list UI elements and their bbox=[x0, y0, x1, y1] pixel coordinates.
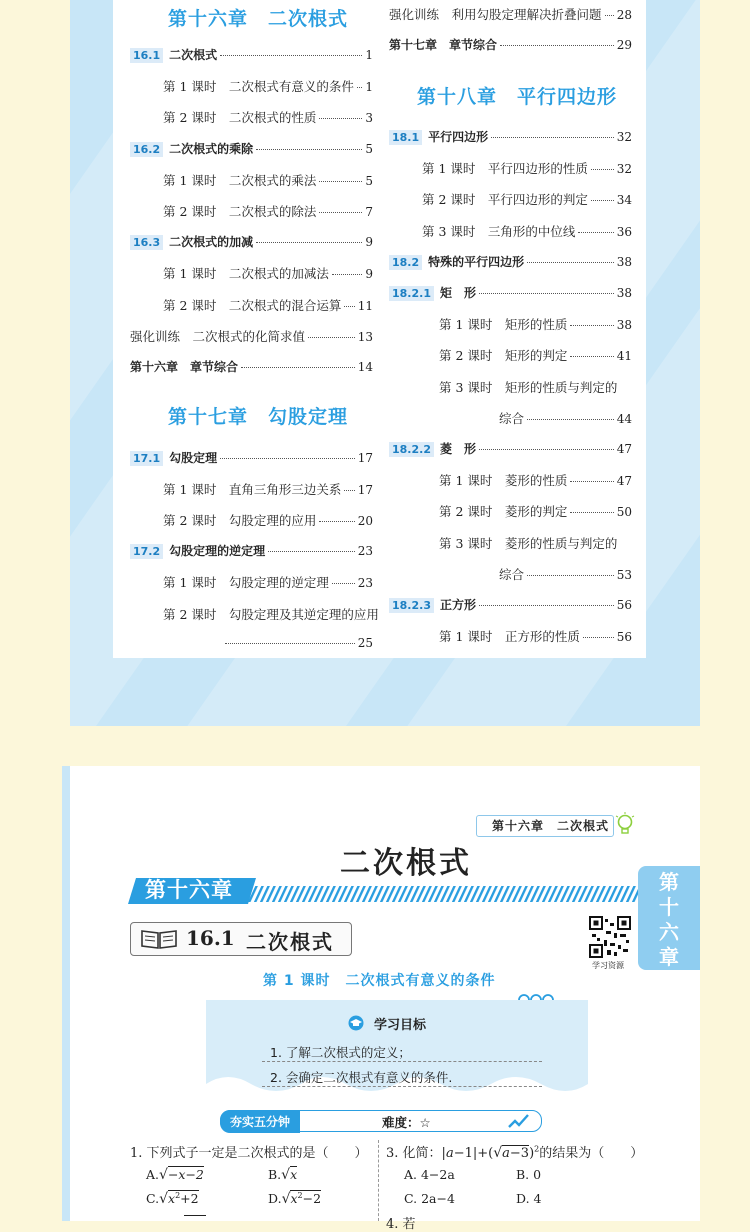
toc-row[interactable] bbox=[222, 636, 373, 654]
toc-label: 特殊的平行四边形 bbox=[428, 254, 525, 269]
chapter-18-title: 第十八章 平行四边形 bbox=[417, 86, 618, 108]
toc-row[interactable] bbox=[439, 315, 632, 333]
toc-page-number: 7 bbox=[365, 205, 373, 219]
toc-page-number: 1 bbox=[365, 48, 373, 62]
q3-option-b: B. 0 bbox=[516, 1167, 542, 1182]
toc-label: 第 1 课时 菱形的性质 bbox=[439, 473, 568, 489]
section-number-badge: 17.2 bbox=[130, 544, 163, 559]
toc-row[interactable] bbox=[439, 346, 632, 364]
toc-label: 第十七章 章节综合 bbox=[389, 38, 498, 52]
q1-option-d: $D.√x^2-2$ bbox=[268, 1191, 322, 1208]
toc-leader-dots bbox=[527, 575, 614, 576]
toc-row[interactable] bbox=[163, 605, 379, 623]
toc-row[interactable] bbox=[163, 296, 373, 314]
toc-row[interactable] bbox=[422, 159, 632, 177]
side-tab-char: 十 bbox=[659, 895, 679, 919]
toc-label: 综合 bbox=[499, 566, 525, 582]
toc-page-number: 14 bbox=[357, 360, 373, 374]
goal-divider bbox=[262, 1061, 542, 1062]
toc-label: 第 1 课时 直角三角形三边关系 bbox=[163, 481, 342, 497]
q1-option-c: $C.√x^2+2$ bbox=[146, 1191, 199, 1208]
toc-leader-dots bbox=[479, 605, 614, 606]
toc-page-number: 56 bbox=[616, 598, 632, 612]
section-number-badge: 18.2.1 bbox=[389, 286, 434, 301]
toc-page-number: 25 bbox=[357, 635, 373, 650]
toc-page-number: 23 bbox=[357, 544, 373, 559]
q1-option-a: A.√−x−2 bbox=[146, 1167, 204, 1183]
toc-leader-dots bbox=[241, 367, 355, 368]
toc-label: 第 2 课时 二次根式的混合运算 bbox=[163, 297, 342, 313]
toc-leader-dots bbox=[500, 45, 614, 46]
toc-label: 第 3 课时 三角形的中位线 bbox=[422, 223, 576, 239]
q1-option-b: B.√x bbox=[268, 1167, 298, 1183]
toc-leader-dots bbox=[527, 262, 614, 263]
toc-leader-dots bbox=[256, 149, 362, 150]
section-number-badge: 17.1 bbox=[130, 451, 163, 466]
toc-page-number: 41 bbox=[616, 349, 632, 364]
toc-label: 第十六章 章节综合 bbox=[130, 360, 239, 374]
toc-page-number: 38 bbox=[616, 318, 632, 333]
toc-label: 二次根式的乘除 bbox=[169, 141, 254, 156]
toc-page-number: 1 bbox=[365, 80, 373, 95]
toc-leader-dots bbox=[344, 306, 354, 307]
toc-page-number: 28 bbox=[616, 8, 632, 22]
toc-leader-dots bbox=[220, 458, 355, 459]
goal-item: 1. 了解二次根式的定义； bbox=[270, 1045, 411, 1060]
trend-line-icon bbox=[508, 1112, 530, 1130]
side-tab-char: 第 bbox=[659, 870, 679, 894]
toc-row[interactable] bbox=[389, 253, 632, 271]
q3-option-a: A. 4−2a bbox=[404, 1167, 455, 1182]
toc-row[interactable] bbox=[439, 471, 632, 489]
section-number-badge: 18.2.3 bbox=[389, 598, 434, 613]
qr-code-icon[interactable] bbox=[589, 916, 631, 958]
toc-leader-dots bbox=[319, 521, 354, 522]
toc-row[interactable] bbox=[163, 573, 373, 591]
toc-row[interactable] bbox=[163, 511, 373, 529]
toc-label: 平行四边形 bbox=[428, 130, 489, 144]
toc-page-number: 47 bbox=[616, 474, 632, 489]
toc-label: 第 2 课时 矩形的判定 bbox=[439, 348, 568, 364]
toc-leader-dots bbox=[570, 512, 613, 513]
toc-row[interactable] bbox=[439, 534, 632, 552]
toc-label: 矩 形 bbox=[439, 286, 476, 300]
toc-leader-dots bbox=[319, 181, 362, 182]
toc-row[interactable] bbox=[422, 190, 632, 208]
section-number-badge: 18.2 bbox=[389, 255, 422, 270]
graduation-cap-icon bbox=[346, 1015, 366, 1031]
toc-label: 第 3 课时 菱形的性质与判定的 bbox=[439, 535, 618, 551]
section-number-badge: 16.1 bbox=[130, 48, 163, 63]
toc-page-number: 32 bbox=[616, 130, 632, 144]
toc-page-number: 9 bbox=[365, 267, 373, 282]
toc-page-number: 34 bbox=[616, 193, 632, 208]
toc-leader-dots bbox=[319, 212, 362, 213]
toc-page-number: 20 bbox=[357, 513, 373, 528]
toc-label: 强化训练 二次根式的化简求值 bbox=[130, 328, 306, 344]
toc-leader-dots bbox=[491, 137, 614, 138]
toc-row[interactable] bbox=[163, 77, 373, 95]
toc-label: 勾股定理 bbox=[169, 450, 218, 465]
toc-leader-dots bbox=[344, 490, 354, 491]
toc-leader-dots bbox=[332, 583, 355, 584]
toc-leader-dots bbox=[319, 118, 362, 119]
toc-page-number: 29 bbox=[616, 38, 632, 52]
toc-leader-dots bbox=[479, 293, 614, 294]
toc-label: 第 1 课时 矩形的性质 bbox=[439, 317, 568, 333]
toc-label: 第 1 课时 二次根式有意义的条件 bbox=[163, 79, 354, 95]
toc-label: 第 1 课时 二次根式的乘法 bbox=[163, 172, 317, 188]
toc-row[interactable] bbox=[163, 480, 373, 498]
section-number: 16.1 bbox=[186, 926, 235, 950]
toc-label: 勾股定理的逆定理 bbox=[169, 544, 266, 559]
chapter-side-tab bbox=[638, 866, 700, 970]
toc-page-number: 5 bbox=[365, 141, 373, 156]
toc-row[interactable] bbox=[130, 358, 373, 376]
toc-row[interactable] bbox=[389, 596, 632, 614]
lightbulb-icon bbox=[614, 812, 636, 836]
toc-row[interactable] bbox=[130, 542, 373, 560]
toc-row[interactable] bbox=[499, 565, 632, 583]
toc-leader-dots bbox=[570, 356, 613, 357]
toc-leader-dots bbox=[225, 643, 355, 644]
q2-radical-fragment bbox=[184, 1215, 206, 1224]
toc-row[interactable] bbox=[163, 108, 373, 126]
toc-row[interactable] bbox=[130, 46, 373, 64]
toc-label: 正方形 bbox=[439, 598, 476, 612]
toc-label: 第 1 课时 平行四边形的性质 bbox=[422, 161, 588, 177]
chapter-banner: 第十六章 bbox=[145, 877, 233, 902]
question-3: 3. 化简：$|a-1|+(√a-3)^2$的结果为（ ） bbox=[386, 1144, 644, 1161]
toc-page-number: 32 bbox=[616, 162, 632, 177]
practice-label: 夯实五分钟 bbox=[230, 1115, 291, 1129]
side-tab-char: 六 bbox=[659, 920, 679, 944]
toc-label: 第 1 课时 正方形的性质 bbox=[439, 629, 580, 645]
toc-leader-dots bbox=[527, 419, 614, 420]
toc-page-number: 13 bbox=[357, 329, 373, 344]
side-tab-char: 章 bbox=[659, 945, 679, 969]
difficulty: 难度：☆ bbox=[382, 1115, 431, 1130]
toc-leader-dots bbox=[479, 449, 614, 450]
toc-page-number: 17 bbox=[357, 482, 373, 497]
toc-leader-dots bbox=[332, 274, 362, 275]
toc-page-number: 47 bbox=[616, 442, 632, 456]
toc-leader-dots bbox=[256, 242, 362, 243]
toc-page-number: 44 bbox=[616, 411, 632, 426]
qr-caption: 学习资源 bbox=[592, 961, 624, 970]
toc-row[interactable] bbox=[389, 36, 632, 54]
toc-label: 第 2 课时 勾股定理及其逆定理的应用 bbox=[163, 606, 379, 622]
toc-row[interactable] bbox=[130, 140, 373, 158]
chapter-16-title: 第十六章 二次根式 bbox=[168, 8, 349, 30]
toc-row[interactable] bbox=[130, 233, 373, 251]
toc-label: 第 1 课时 二次根式的加减法 bbox=[163, 266, 329, 282]
toc-page-number: 38 bbox=[616, 254, 632, 269]
toc-leader-dots bbox=[583, 637, 614, 638]
section-number-badge: 16.3 bbox=[130, 235, 163, 250]
toc-row[interactable] bbox=[439, 627, 632, 645]
toc-row[interactable] bbox=[389, 284, 632, 302]
toc-leader-dots bbox=[570, 481, 613, 482]
toc-label: 强化训练 利用勾股定理解决折叠问题 bbox=[389, 7, 602, 22]
toc-page-number: 11 bbox=[357, 298, 373, 313]
lesson-title: 第 1 课时 二次根式有意义的条件 bbox=[263, 973, 496, 989]
toc-page-number: 9 bbox=[365, 235, 373, 250]
toc-row[interactable] bbox=[422, 222, 632, 240]
toc-page-number: 38 bbox=[616, 286, 632, 300]
toc-page-number: 3 bbox=[365, 111, 373, 126]
toc-page-number: 50 bbox=[616, 505, 632, 520]
toc-page-number: 53 bbox=[616, 567, 632, 582]
toc-row[interactable] bbox=[163, 171, 373, 189]
q3-option-c: C. 2a−4 bbox=[404, 1191, 455, 1206]
section-number-badge: 18.2.2 bbox=[389, 442, 434, 457]
toc-leader-dots bbox=[570, 325, 613, 326]
toc-label: 综合 bbox=[499, 410, 525, 426]
toc-row[interactable] bbox=[163, 202, 373, 220]
toc-label: 第 2 课时 勾股定理的应用 bbox=[163, 512, 317, 528]
toc-page-number: 5 bbox=[365, 173, 373, 188]
toc-label: 第 2 课时 菱形的判定 bbox=[439, 504, 568, 520]
toc-leader-dots bbox=[268, 551, 355, 552]
section-number-badge: 16.2 bbox=[130, 142, 163, 157]
toc-label: 第 2 课时 二次根式的除法 bbox=[163, 204, 317, 219]
toc-label: 二次根式的加减 bbox=[169, 235, 254, 250]
toc-leader-dots bbox=[591, 169, 614, 170]
page-title: 二次根式 bbox=[340, 846, 472, 881]
section-number-badge: 18.1 bbox=[389, 130, 422, 145]
chapter-17-title: 第十七章 勾股定理 bbox=[168, 406, 349, 428]
running-head: 第十六章 二次根式 bbox=[492, 819, 610, 833]
toc-leader-dots bbox=[591, 200, 614, 201]
toc-row[interactable] bbox=[389, 440, 632, 458]
book-icon bbox=[140, 928, 178, 950]
toc-label: 菱 形 bbox=[439, 442, 476, 456]
toc-label: 第 2 课时 二次根式的性质 bbox=[163, 110, 317, 126]
goal-divider bbox=[262, 1086, 542, 1087]
question-4: 4. 若 bbox=[386, 1217, 416, 1232]
toc-leader-dots bbox=[220, 55, 362, 56]
section-title: 二次根式 bbox=[246, 930, 334, 954]
goals-title: 学习目标 bbox=[374, 1018, 427, 1033]
toc-row[interactable] bbox=[439, 378, 632, 396]
toc-row[interactable] bbox=[389, 5, 632, 23]
toc-row[interactable] bbox=[389, 128, 632, 146]
toc-row[interactable] bbox=[439, 502, 632, 520]
question-1: 1. 下列式子一定是二次根式的是（ ） bbox=[130, 1146, 368, 1161]
toc-leader-dots bbox=[605, 15, 614, 16]
toc-label: 二次根式 bbox=[169, 48, 218, 62]
toc-row[interactable] bbox=[130, 449, 373, 467]
toc-leader-dots bbox=[357, 87, 362, 88]
toc-page-number: 23 bbox=[357, 576, 373, 591]
toc-label: 第 3 课时 矩形的性质与判定的 bbox=[439, 379, 618, 395]
goal-item: 2. 会确定二次根式有意义的条件. bbox=[270, 1070, 453, 1085]
toc-page-number: 56 bbox=[616, 630, 632, 645]
column-divider bbox=[378, 1140, 379, 1221]
toc-leader-dots bbox=[578, 232, 613, 233]
toc-leader-dots bbox=[308, 337, 355, 338]
toc-page-number: 36 bbox=[616, 224, 632, 239]
toc-row[interactable] bbox=[163, 264, 373, 282]
toc-label: 第 1 课时 勾股定理的逆定理 bbox=[163, 575, 329, 591]
toc-row[interactable] bbox=[130, 327, 373, 345]
toc-label: 第 2 课时 平行四边形的判定 bbox=[422, 192, 588, 208]
q3-option-d: D. 4 bbox=[516, 1191, 542, 1206]
toc-row[interactable] bbox=[499, 409, 632, 427]
toc-page-number: 17 bbox=[357, 450, 373, 465]
